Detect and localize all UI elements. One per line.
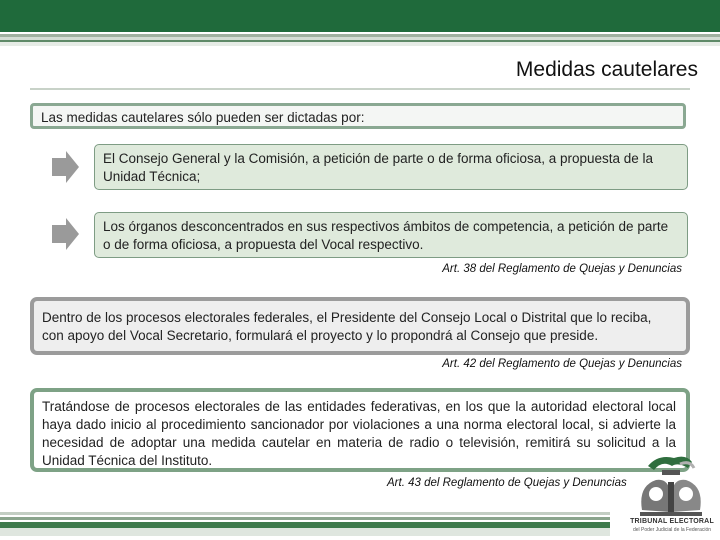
list-item: El Consejo General y la Comisión, a petición de parte o de forma oficiosa, a propuesta de la Unidad Técnica;: [94, 144, 688, 190]
citation-art43: Art. 43 del Reglamento de Quejas y Denuncias: [387, 477, 627, 489]
citation-art42: Art. 42 del Reglamento de Quejas y Denuncias: [442, 358, 682, 370]
title-divider: [30, 88, 690, 90]
arrow-right-icon: [50, 217, 80, 251]
logo-subtitle: del Poder Judicial de la Federación: [632, 527, 712, 533]
header-stripes: [0, 32, 720, 46]
arrow-right-icon: [50, 150, 80, 184]
list-item: Los órganos desconcentrados en sus respectivos ámbitos de competencia, a petición de parte o de forma oficiosa, a propuesta del Vocal respectivo.: [94, 212, 688, 258]
federal-process-box: Dentro de los procesos electorales federales, el Presidente del Consejo Local o Distrital que lo reciba, con apoyo del Vocal Secretario, formulará el proyecto y lo propondrá al Consejo que preside.: [30, 297, 690, 355]
logo-name: TRIBUNAL ELECTORAL: [630, 518, 714, 525]
citation-art38: Art. 38 del Reglamento de Quejas y Denuncias: [442, 263, 682, 275]
intro-box: Las medidas cautelares sólo pueden ser dictadas por:: [30, 103, 686, 129]
header-bar: [0, 0, 720, 32]
page-title: Medidas cautelares: [515, 58, 698, 81]
local-process-box: Tratándose de procesos electorales de las entidades federativas, en los que la autoridad electoral local haya dado inicio al procedimiento sancionador por violaciones a una norma electoral local, si advierte la necesidad de adoptar una medida cautelar en materia de radio o televisión, remitirá su solicitud a la Unidad Técnica del Instituto.: [30, 388, 690, 472]
footer-stripes: [0, 512, 610, 536]
